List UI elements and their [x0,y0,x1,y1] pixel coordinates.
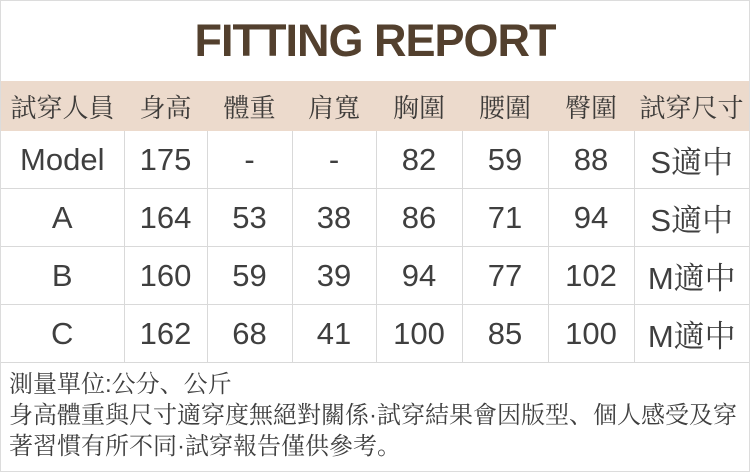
cell-fitting-size: S適中 [634,131,749,189]
cell-fitting-size: M適中 [634,305,749,363]
header-waist: 腰圍 [462,81,548,131]
cell-fitting-size: S適中 [634,189,749,247]
cell-weight: 53 [207,189,292,247]
cell-hip: 100 [548,305,634,363]
header-hip: 臀圍 [548,81,634,131]
cell-weight: 68 [207,305,292,363]
cell-weight: - [207,131,292,189]
cell-hip: 102 [548,247,634,305]
cell-height: 164 [124,189,207,247]
cell-shoulder-width: 39 [292,247,376,305]
cell-waist: 85 [462,305,548,363]
cell-hip: 94 [548,189,634,247]
table-header-row [1,81,749,131]
header-weight: 體重 [207,81,292,131]
table-row-c [1,305,749,363]
cell-fitter: B [1,247,124,305]
fitting-table [1,81,749,363]
cell-waist: 77 [462,247,548,305]
footnotes [1,363,749,462]
cell-fitter: C [1,305,124,363]
cell-shoulder-width: 38 [292,189,376,247]
cell-fitting-size: M適中 [634,247,749,305]
cell-chest: 100 [376,305,462,363]
measurement-unit-note: 測量單位:公分、公斤 [9,371,232,398]
header-fitter: 試穿人員 [1,81,124,131]
cell-height: 160 [124,247,207,305]
cell-waist: 59 [462,131,548,189]
header-shoulder-width: 肩寬 [292,81,376,131]
cell-height: 162 [124,305,207,363]
cell-shoulder-width: 41 [292,305,376,363]
cell-chest: 94 [376,247,462,305]
cell-waist: 71 [462,189,548,247]
table-row-b [1,247,749,305]
disclaimer-note: 身高體重與尺寸適穿度無絕對關係·試穿結果會因版型、個人感受及穿著習慣有所不同·試穿報告僅供參考。 [9,402,737,460]
header-height: 身高 [124,81,207,131]
table-row-model [1,131,749,189]
cell-chest: 86 [376,189,462,247]
table-row-a [1,189,749,247]
report-title: FITTING REPORT [194,15,556,66]
cell-weight: 59 [207,247,292,305]
cell-fitter: Model [1,131,124,189]
header-fitting-size: 試穿尺寸 [634,81,749,131]
cell-fitter: A [1,189,124,247]
cell-hip: 88 [548,131,634,189]
cell-height: 175 [124,131,207,189]
cell-chest: 82 [376,131,462,189]
header-chest: 胸圍 [376,81,462,131]
cell-shoulder-width: - [292,131,376,189]
